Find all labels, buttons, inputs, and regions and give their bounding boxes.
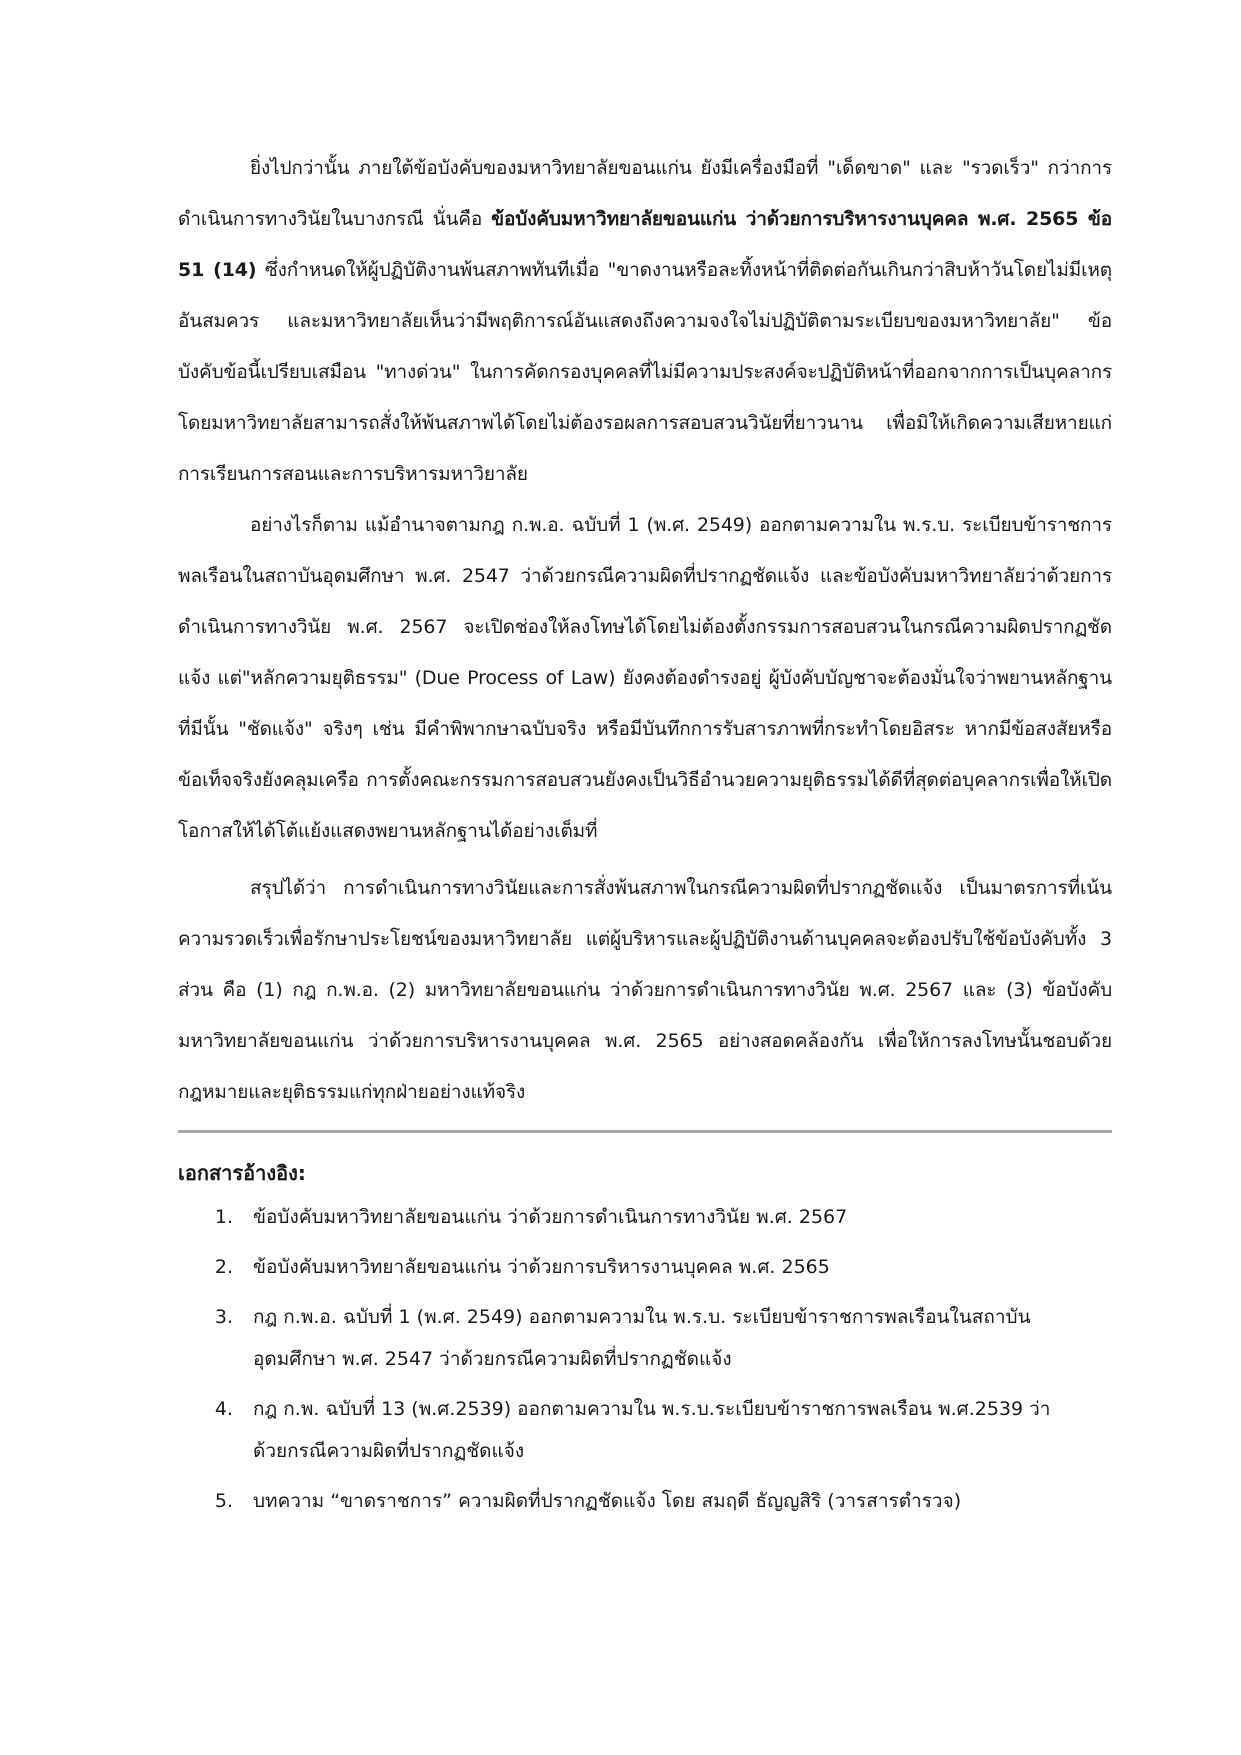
paragraph-3: [178, 863, 1112, 1118]
paragraph-1-segment: ยิ่งไปกว่านั้น ภายใต้ข้อบังคับของมหาวิทยาลัยขอนแก่น ยังมีเครื่องมือที่ "เด็ดขาด" และ "รวดเร็ว" กว่าการดำเนินการทางวินัยในบางกรณี นั่นคือ: [178, 157, 1112, 230]
reference-number: 4.: [214, 1398, 233, 1420]
reference-item: [178, 1480, 1112, 1522]
paragraph-2-segment: อย่างไรก็ตาม แม้อำนาจตามกฎ ก.พ.อ. ฉบับที่ 1 (พ.ศ. 2549) ออกตามความใน พ.ร.บ. ระเบียบข้าราชการพลเรือนในสถาบันอุดมศึกษา พ.ศ. 2547 ว่าด้วยกรณีความผิดที่ปรากฏชัดแจ้ง และข้อบังคับมหาวิทยาลัยว่าด้วยการดำเนินการทางวินัย พ.ศ. 2567 จะเปิดช่องให้ลงโทษได้โดยไม่ต้องตั้งกรรมการสอบสวนในกรณีความผิดปรากฏชัดแจ้ง แต่"หลักความยุติธรรม" (Due Process of Law) ยังคงต้องดำรงอยู่ ผู้บังคับบัญชาจะต้องมั่นใจว่าพยานหลักฐานที่มีนั้น "ชัดแจ้ง" จริงๆ เช่น มีคำพิพากษาฉบับจริง หรือมีบันทึกการรับสารภาพที่กระทำโดยอิสระ หากมีข้อสงสัยหรือข้อเท็จจริงยังคลุมเครือ การตั้งคณะกรรมการสอบสวนยังคงเป็นวิธีอำนวยความยุติธรรมได้ดีที่สุดต่อบุคลากรเพื่อให้เปิดโอกาสให้ได้โต้แย้งแสดงพยานหลักฐานได้อย่างเต็มที่: [178, 514, 1112, 842]
references-section: [178, 1150, 1112, 1530]
reference-item: [178, 1296, 1112, 1380]
reference-text: กฎ ก.พ.อ. ฉบับที่ 1 (พ.ศ. 2549) ออกตามความใน พ.ร.บ. ระเบียบข้าราชการพลเรือนในสถาบันอุดมศึกษา พ.ศ. 2547 ว่าด้วยกรณีความผิดที่ปรากฏชัดแจ้ง: [253, 1306, 1031, 1370]
reference-number: 2.: [214, 1256, 233, 1278]
reference-text: ข้อบังคับมหาวิทยาลัยขอนแก่น ว่าด้วยการบริหารงานบุคคล พ.ศ. 2565: [253, 1256, 830, 1278]
reference-item: [178, 1246, 1112, 1288]
references-heading: เอกสารอ้างอิง:: [178, 1161, 306, 1185]
paragraph-2: [178, 500, 1112, 857]
paragraph-1-bold-segment: ข้อบังคับมหาวิทยาลัยขอนแก่น ว่าด้วยการบริหารงานบุคคล พ.ศ. 2565 ข้อ 51 (14): [178, 208, 1112, 281]
reference-number: 3.: [214, 1306, 233, 1328]
paragraph-3-segment: สรุปได้ว่า การดำเนินการทางวินัยและการสั่งพ้นสภาพในกรณีความผิดที่ปรากฏชัดแจ้ง เป็นมาตรการที่เน้นความรวดเร็วเพื่อรักษาประโยชน์ของมหาวิทยาลัย แต่ผู้บริหารและผู้ปฏิบัติงานด้านบุคคลจะต้องปรับใช้ข้อบังคับทั้ง 3 ส่วน คือ (1) กฎ ก.พ.อ. (2) มหาวิทยาลัยขอนแก่น ว่าด้วยการดำเนินการทางวินัย พ.ศ. 2567 และ (3) ข้อบังคับมหาวิทยาลัยขอนแก่น ว่าด้วยการบริหารงานบุคคล พ.ศ. 2565 อย่างสอดคล้องกัน เพื่อให้การลงโทษนั้นชอบด้วยกฎหมายและยุติธรรมแก่ทุกฝ่ายอย่างแท้จริง: [178, 877, 1112, 1103]
section-divider: [178, 1130, 1112, 1133]
reference-text: บทความ “ขาดราชการ” ความผิดที่ปรากฏชัดแจ้ง โดย สมฤดี ธัญญสิริ (วารสารตำรวจ): [253, 1490, 962, 1512]
body-text: [178, 143, 1112, 1118]
reference-text: ข้อบังคับมหาวิทยาลัยขอนแก่น ว่าด้วยการดำเนินการทางวินัย พ.ศ. 2567: [253, 1206, 848, 1228]
paragraph-1-segment: ซึ่งกำหนดให้ผู้ปฏิบัติงานพ้นสภาพทันทีเมื่อ "ขาดงานหรือละทิ้งหน้าที่ติดต่อกันเกินกว่าสิบห้าวันโดยไม่มีเหตุอันสมควร และมหาวิทยาลัยเห็นว่ามีพฤติการณ์อันแสดงถึงความจงใจไม่ปฏิบัติตามระเบียบของมหาวิทยาลัย" ข้อบังคับข้อนี้เปรียบเสมือน "ทางด่วน" ในการคัดกรองบุคคลที่ไม่มีความประสงค์จะปฏิบัติหน้าที่ออกจากการเป็นบุคลากร โดยมหาวิทยาลัยสามารถสั่งให้พ้นสภาพได้โดยไม่ต้องรอผลการสอบสวนวินัยที่ยาวนาน เพื่อมิให้เกิดความเสียหายแก่การเรียนการสอนและการบริหารมหาวิยาลัย: [178, 259, 1112, 485]
reference-item: [178, 1388, 1112, 1472]
reference-number: 1.: [214, 1206, 233, 1228]
reference-item: [178, 1196, 1112, 1238]
reference-text: กฎ ก.พ. ฉบับที่ 13 (พ.ศ.2539) ออกตามความใน พ.ร.บ.ระเบียบข้าราชการพลเรือน พ.ศ.2539 ว่าด้วยกรณีความผิดที่ปรากฏชัดแจ้ง: [253, 1398, 1051, 1462]
references-list: [178, 1196, 1112, 1522]
paragraph-1: [178, 143, 1112, 500]
reference-number: 5.: [214, 1490, 233, 1512]
